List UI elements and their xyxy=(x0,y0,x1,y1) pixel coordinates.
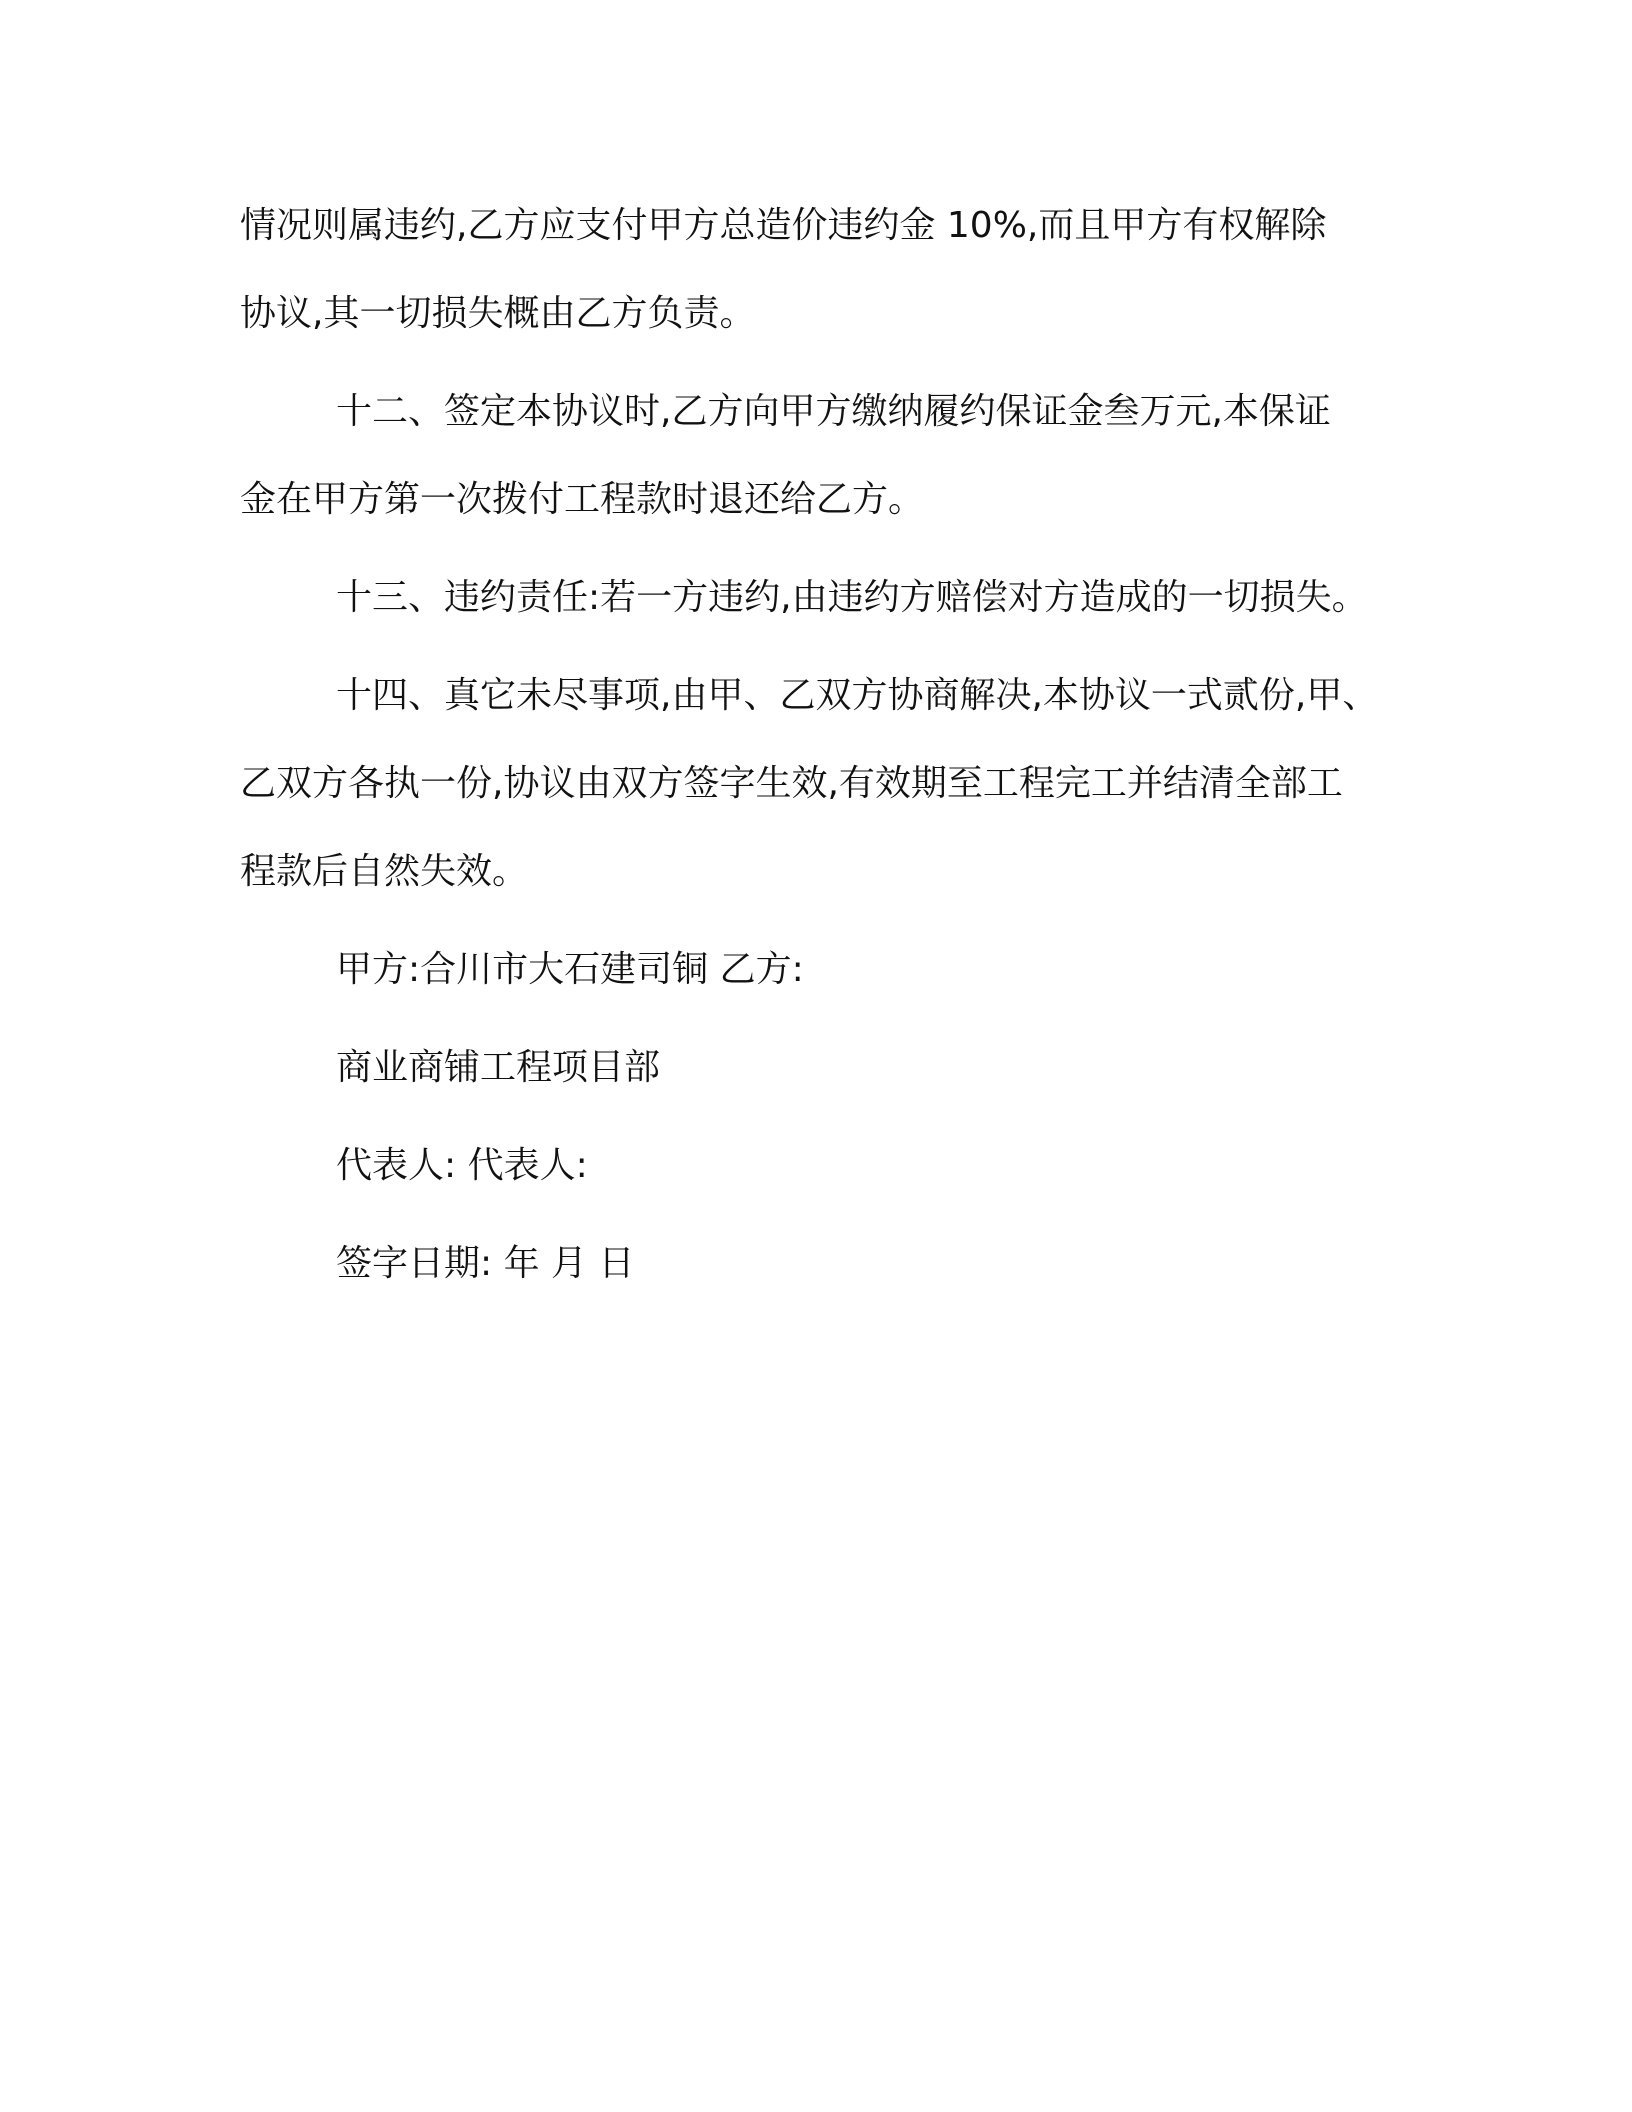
sign-date-line: 签字日期: 年 月 日 xyxy=(336,1243,635,1284)
text-line: 乙双方各执一份,协议由双方签字生效,有效期至工程完工并结清全部工 xyxy=(240,763,1343,804)
party-names: 甲方:合川市大石建司铜 乙方: xyxy=(336,949,804,990)
clause-12 xyxy=(240,368,1400,544)
representatives-line: 代表人: 代表人: xyxy=(336,1145,588,1186)
paragraph-continuation xyxy=(240,182,1400,358)
document-body xyxy=(240,182,1400,1308)
text-line: 十二、签定本协议时,乙方向甲方缴纳履约保证金叁万元,本保证 xyxy=(336,391,1331,432)
clause-14 xyxy=(240,652,1400,916)
text-line: 十四、真它未尽事项,由甲、乙双方协商解决,本协议一式贰份,甲、 xyxy=(336,675,1379,716)
text-line: 情况则属违约,乙方应支付甲方总造价违约金 10%,而且甲方有权解除 xyxy=(240,205,1327,246)
signature-date xyxy=(240,1220,1400,1308)
text-line: 程款后自然失效。 xyxy=(240,851,529,892)
text-line: 协议,其一切损失概由乙方负责。 xyxy=(240,293,756,334)
signature-representatives xyxy=(240,1122,1400,1210)
clause-13 xyxy=(240,554,1400,642)
text-line: 金在甲方第一次拨付工程款时退还给乙方。 xyxy=(240,479,925,520)
project-department: 商业商铺工程项目部 xyxy=(336,1047,661,1088)
signature-party-line xyxy=(240,926,1400,1014)
signature-project-dept xyxy=(240,1024,1400,1112)
text-line: 十三、违约责任:若一方违约,由违约方赔偿对方造成的一切损失。 xyxy=(336,577,1368,618)
